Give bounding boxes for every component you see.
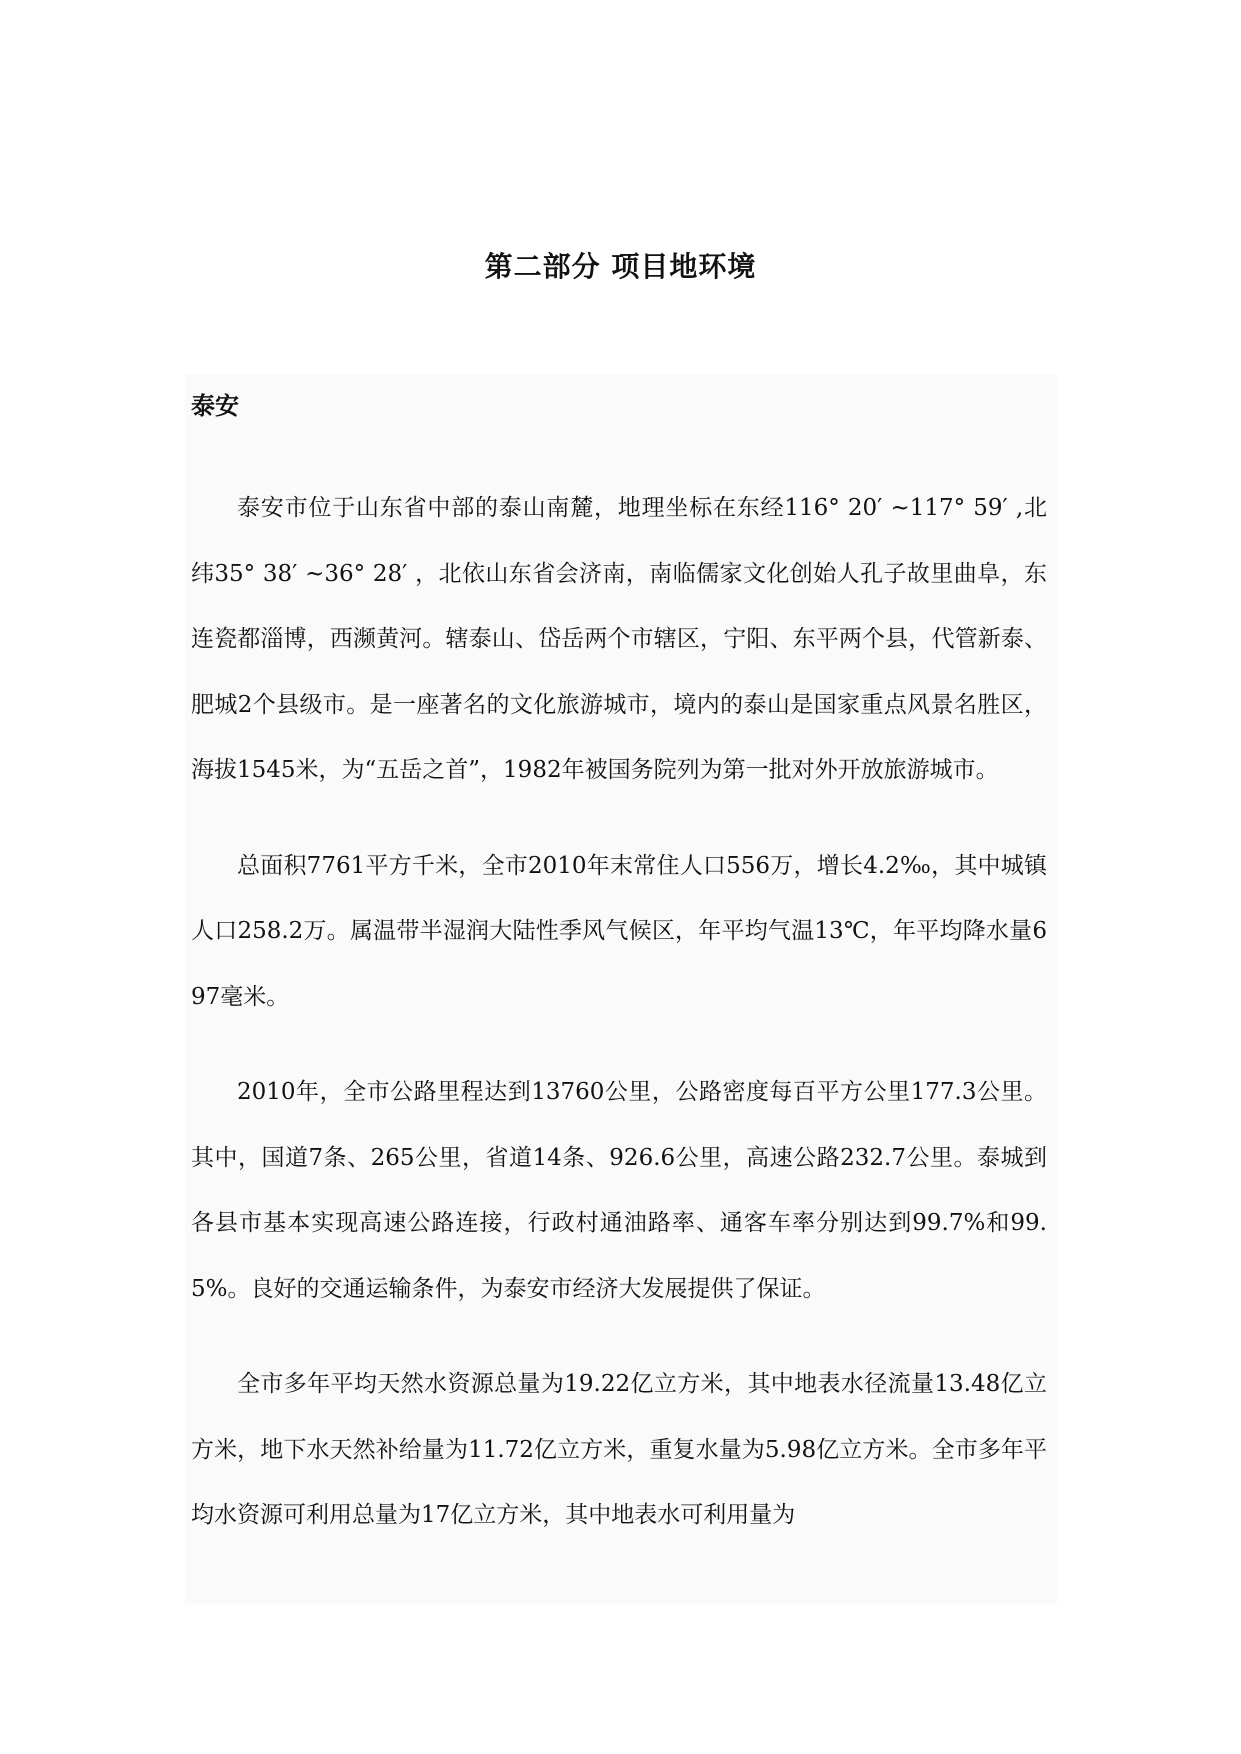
page-title: 第二部分 项目地环境 [484,249,757,283]
section-heading: 泰安 [191,392,239,420]
content-panel [185,374,1057,1604]
paragraph-location: 泰安市位于山东省中部的泰山南麓，地理坐标在东经116° 20′ ~117° 59′ ,北纬35° 38′ ~36° 28′ ，北依山东省会济南，南临儒家文化创始人孔子故里曲阜，东连瓷都淄博，西濒黄河。辖泰山、岱岳两个市辖区，宁阳、东平两个县，代管新泰、肥城2个县级市。是一座著名的文化旅游城市，境内的泰山是国家重点风景名胜区，海拔1545米，为“五岳之首”，1982年被国务院列为第一批对外开放旅游城市。 [191,495,1047,783]
paragraph-transportation: 2010年，全市公路里程达到13760公里，公路密度每百平方公里177.3公里。其中，国道7条、265公里，省道14条、926.6公里，高速公路232.7公里。泰城到各县市基本实现高速公路连接，行政村通油路率、通客车率分别达到99.7%和99.5%。良好的交通运输条件，为泰安市经济大发展提供了保证。 [191,1079,1047,1302]
paragraph-area-population: 总面积7761平方千米，全市2010年末常住人口556万，增长4.2‰，其中城镇人口258.2万。属温带半湿润大陆性季风气候区，年平均气温13℃，年平均降水量697毫米。 [191,852,1047,1010]
paragraph-water-resources: 全市多年平均天然水资源总量为19.22亿立方米，其中地表水径流量13.48亿立方米，地下水天然补给量为11.72亿立方米，重复水量为5.98亿立方米。全市多年平均水资源可利用总量为17亿立方米，其中地表水可利用量为 [191,1371,1047,1528]
